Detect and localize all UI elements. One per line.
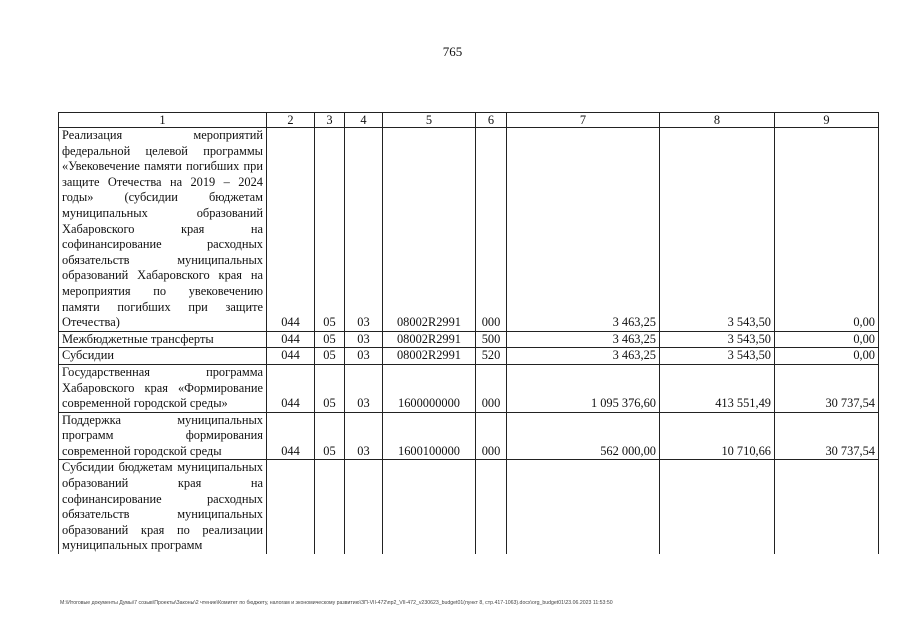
cell-amount-7: 562 000,00 <box>507 412 660 460</box>
cell-section: 05 <box>315 128 345 332</box>
col-header-4: 4 <box>345 113 383 128</box>
cell-amount-8: 3 543,50 <box>660 348 775 365</box>
cell-amount-8: 3 543,50 <box>660 128 775 332</box>
table-row <box>59 331 879 348</box>
cell-amount-8 <box>660 460 775 554</box>
col-header-7: 7 <box>507 113 660 128</box>
cell-amount-8: 3 543,50 <box>660 331 775 348</box>
row-name: Субсидии <box>59 348 267 365</box>
col-header-2: 2 <box>267 113 315 128</box>
cell-admin-code: 044 <box>267 364 315 412</box>
file-path-footer: М:\Итоговые документы Думы\7 созыв\Проекты\Законы\2 чтение\Комитет по бюджету, налогам и экономическому развитию\ЗП-VII-472\пр2_VII-472_v230623_budget01(пункт 8, стр.417-1063).docx\org_budget01\23.06.2023 11:53:50 <box>60 600 613 606</box>
table-row <box>59 412 879 460</box>
table-row <box>59 460 879 554</box>
row-name: Субсидии бюджетам муниципальных образований края на софинансирование расходных обязательств муниципальных образований края по реализации муниципальных программ <box>59 460 267 554</box>
cell-subsection: 03 <box>345 331 383 348</box>
cell-section: 05 <box>315 412 345 460</box>
cell-target-article: 08002R2991 <box>383 331 476 348</box>
cell-admin-code <box>267 460 315 554</box>
cell-section: 05 <box>315 331 345 348</box>
cell-target-article: 1600000000 <box>383 364 476 412</box>
cell-amount-7 <box>507 460 660 554</box>
col-header-3: 3 <box>315 113 345 128</box>
cell-target-article: 08002R2991 <box>383 128 476 332</box>
cell-expense-type: 000 <box>476 128 507 332</box>
col-header-6: 6 <box>476 113 507 128</box>
col-header-5: 5 <box>383 113 476 128</box>
cell-amount-9: 30 737,54 <box>775 412 879 460</box>
table-row <box>59 128 879 332</box>
cell-target-article: 08002R2991 <box>383 348 476 365</box>
cell-amount-8: 10 710,66 <box>660 412 775 460</box>
cell-admin-code: 044 <box>267 412 315 460</box>
col-header-8: 8 <box>660 113 775 128</box>
row-name: Реализация мероприятий федеральной целевой программы «Увековечение памяти погибших при защите Отечества на 2019 – 2024 годы» (субсидии бюджетам муниципальных образований Хабаровского края на софинансирование расходных обязательств муниципальных образований Хабаровского края на мероприятия по увековечению памяти погибших при защите Отечества) <box>59 128 267 332</box>
cell-amount-9: 0,00 <box>775 331 879 348</box>
cell-expense-type <box>476 460 507 554</box>
row-name: Государственная программа Хабаровского края «Формирование современной городской среды» <box>59 364 267 412</box>
cell-subsection: 03 <box>345 364 383 412</box>
cell-expense-type: 520 <box>476 348 507 365</box>
cell-amount-7: 3 463,25 <box>507 331 660 348</box>
header-row <box>59 113 879 128</box>
cell-amount-9: 0,00 <box>775 348 879 365</box>
cell-subsection: 03 <box>345 348 383 365</box>
cell-target-article <box>383 460 476 554</box>
cell-amount-9: 30 737,54 <box>775 364 879 412</box>
col-header-9: 9 <box>775 113 879 128</box>
row-name: Поддержка муниципальных программ формирования современной городской среды <box>59 412 267 460</box>
cell-amount-9 <box>775 460 879 554</box>
table-row <box>59 364 879 412</box>
cell-amount-9: 0,00 <box>775 128 879 332</box>
cell-section: 05 <box>315 348 345 365</box>
cell-subsection: 03 <box>345 412 383 460</box>
cell-subsection: 03 <box>345 128 383 332</box>
budget-table <box>58 112 879 554</box>
cell-amount-7: 3 463,25 <box>507 128 660 332</box>
cell-amount-8: 413 551,49 <box>660 364 775 412</box>
col-header-1: 1 <box>59 113 267 128</box>
cell-subsection <box>345 460 383 554</box>
table-row <box>59 348 879 365</box>
cell-expense-type: 500 <box>476 331 507 348</box>
cell-admin-code: 044 <box>267 348 315 365</box>
page-number: 765 <box>442 44 463 59</box>
cell-admin-code: 044 <box>267 331 315 348</box>
cell-expense-type: 000 <box>476 412 507 460</box>
cell-expense-type: 000 <box>476 364 507 412</box>
cell-target-article: 1600100000 <box>383 412 476 460</box>
cell-section <box>315 460 345 554</box>
cell-amount-7: 3 463,25 <box>507 348 660 365</box>
cell-admin-code: 044 <box>267 128 315 332</box>
cell-section: 05 <box>315 364 345 412</box>
cell-amount-7: 1 095 376,60 <box>507 364 660 412</box>
row-name: Межбюджетные трансферты <box>59 331 267 348</box>
